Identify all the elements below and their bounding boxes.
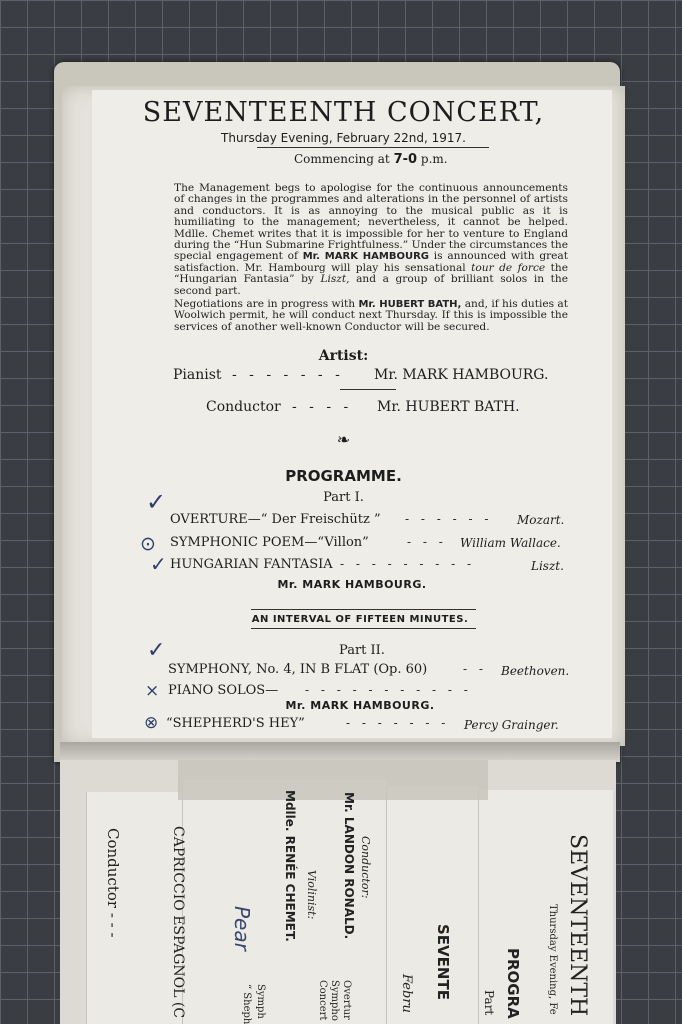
notice-p1-c: is announced with great satisfaction. Mr. Hambourg will play his sensational [174, 250, 569, 274]
item-hungarian-composer: Liszt. [531, 559, 564, 573]
interval-top-rule [251, 609, 476, 610]
part2-heading: Part II. [339, 643, 385, 658]
interval-bottom-rule [251, 628, 476, 629]
part2-performer: Mr. MARK HAMBOURG. [285, 699, 435, 712]
lower-handwriting: Pear [230, 906, 254, 951]
commencing-line [294, 152, 448, 167]
notice-p1-d: tour de force [471, 261, 546, 274]
lower-thursday: Thursday Evening, Fe [547, 904, 558, 1015]
lower-sheet-1 [86, 792, 183, 1024]
notice-p2-b: Mr. HUBERT BATH, [358, 299, 462, 311]
lower-conductor-label: Conductor - - - [104, 828, 122, 938]
lower-landon-ronald: Mr. LANDON RONALD. [342, 792, 356, 940]
fleuron-ornament: ❧ [336, 430, 351, 449]
ink-mark-shepherds-hey: ⊗ [144, 713, 159, 733]
part1-heading: Part I. [323, 490, 364, 505]
pianist-label: Pianist [173, 367, 222, 383]
part1-performer: Mr. MARK HAMBOURG. [277, 578, 427, 591]
ink-check-overture: ✓ [146, 488, 167, 516]
interval-notice: AN INTERVAL OF FIFTEEN MINUTES. [251, 614, 469, 625]
lower-conductor-italic: Conductor: [359, 836, 372, 899]
ink-circle-symphonic: ⊙ [140, 533, 156, 555]
date-underline [257, 147, 489, 148]
item-shepherds-hey-dots: - - - - - - - [346, 716, 450, 730]
item-symphony-dots: - - [463, 662, 487, 676]
notice-p1-e: the “Hungarian Fantasia” by [174, 261, 569, 286]
lower-overtu: Overtur [341, 980, 352, 1020]
commence-suffix: p.m. [420, 152, 448, 166]
item-piano-solos-title: PIANO SOLOS— [168, 683, 279, 698]
lower-febru: Febru [399, 974, 414, 1013]
conductor-leader-dots: - - - - [292, 399, 353, 415]
notice-p1-a: The Management begs to apologise for the continuous announcements of changes in the programmes and alterations in the personnel of artists and conductors. It is as annoying to the musical public as it is humiliating to the management; nevertheless, it cannot be helped. Mdlle. Chemet writes that it is impossible for her to venture to England during the “Hun Submarine Frightfulness.” Under the circumstances the special engagement of [174, 182, 568, 263]
item-hungarian-title: HUNGARIAN FANTASIA [170, 557, 333, 572]
notice-p2-c: and, if his duties at Woolwich permit, he will conduct next Thursday. If this is impossible the services of another well-known Conductor will be secured. [174, 298, 568, 333]
lower-part: Part [482, 990, 496, 1016]
notice-p1-f: Liszt, [320, 273, 350, 286]
commence-prefix: Commencing at [294, 152, 390, 166]
artist-heading: Artist: [318, 348, 369, 364]
ink-check-hungarian: ✓ [150, 552, 167, 576]
item-overture-dots: - - - - - - [405, 512, 493, 526]
book-gutter [60, 742, 620, 762]
item-symphony-title: SYMPHONY, No. 4, IN B FLAT (Op. 60) [168, 662, 428, 677]
lower-sympho: Sympho [329, 980, 340, 1021]
notice-p1-b: Mr. MARK HAMBOURG [302, 251, 430, 263]
item-symphony-composer: Beethoven. [501, 664, 570, 678]
ink-cross-piano-solos: × [145, 681, 160, 701]
lower-symph2: Symph [255, 984, 266, 1019]
commence-time: 7-0 [393, 152, 418, 167]
concert-date: Thursday Evening, February 22nd, 1917. [221, 131, 466, 145]
lower-concert: Concert [317, 980, 328, 1021]
item-shepherds-hey-composer: Percy Grainger. [464, 718, 559, 732]
pianist-leader-dots: - - - - - - - [232, 367, 344, 383]
item-symphonic-dots: - - - [407, 535, 447, 549]
item-hungarian-dots: - - - - - - - - - [340, 557, 476, 571]
lower-progra: PROGRA [504, 948, 522, 1019]
conductor-name: Mr. HUBERT BATH. [377, 399, 520, 415]
artist-divider [340, 389, 396, 390]
concert-title: SEVENTEENTH CONCERT, [142, 97, 545, 128]
lower-violinist-label: Violinist: [305, 870, 318, 920]
lower-violinist-name: Mdlle. RENÉE CHEMET. [283, 790, 297, 942]
item-symphonic-composer: William Wallace. [460, 536, 561, 550]
lower-capriccio: CAPRICCIO ESPAGNOL (C [170, 826, 186, 1019]
ink-check-symphony: ✓ [147, 638, 166, 663]
item-shepherds-hey-title: “SHEPHERD'S HEY” [166, 716, 305, 731]
lower-seventeenth-big: SEVENTEENTH [565, 834, 590, 1017]
conductor-label: Conductor [206, 399, 281, 415]
notice-p1-g: and a group of brilliant solos in the second part. [174, 273, 568, 297]
item-piano-solos-dots: - - - - - - - - - - - [305, 683, 472, 697]
lower-sheph: “ Sheph [241, 984, 252, 1024]
notice-p2-a: Negotiations are in progress with [174, 298, 356, 311]
adhesive-tape [178, 760, 488, 800]
programme-heading: PROGRAMME. [285, 467, 402, 485]
item-symphonic-title: SYMPHONIC POEM—“Villon” [170, 535, 369, 550]
item-overture-title: OVERTURE—“ Der Freischütz ” [170, 512, 381, 527]
lower-sheet-4 [478, 790, 613, 1024]
management-notice [174, 183, 568, 335]
item-overture-composer: Mozart. [517, 513, 565, 527]
lower-seventeenth-small: SEVENTE [434, 924, 452, 1000]
pianist-name: Mr. MARK HAMBOURG. [374, 367, 549, 383]
